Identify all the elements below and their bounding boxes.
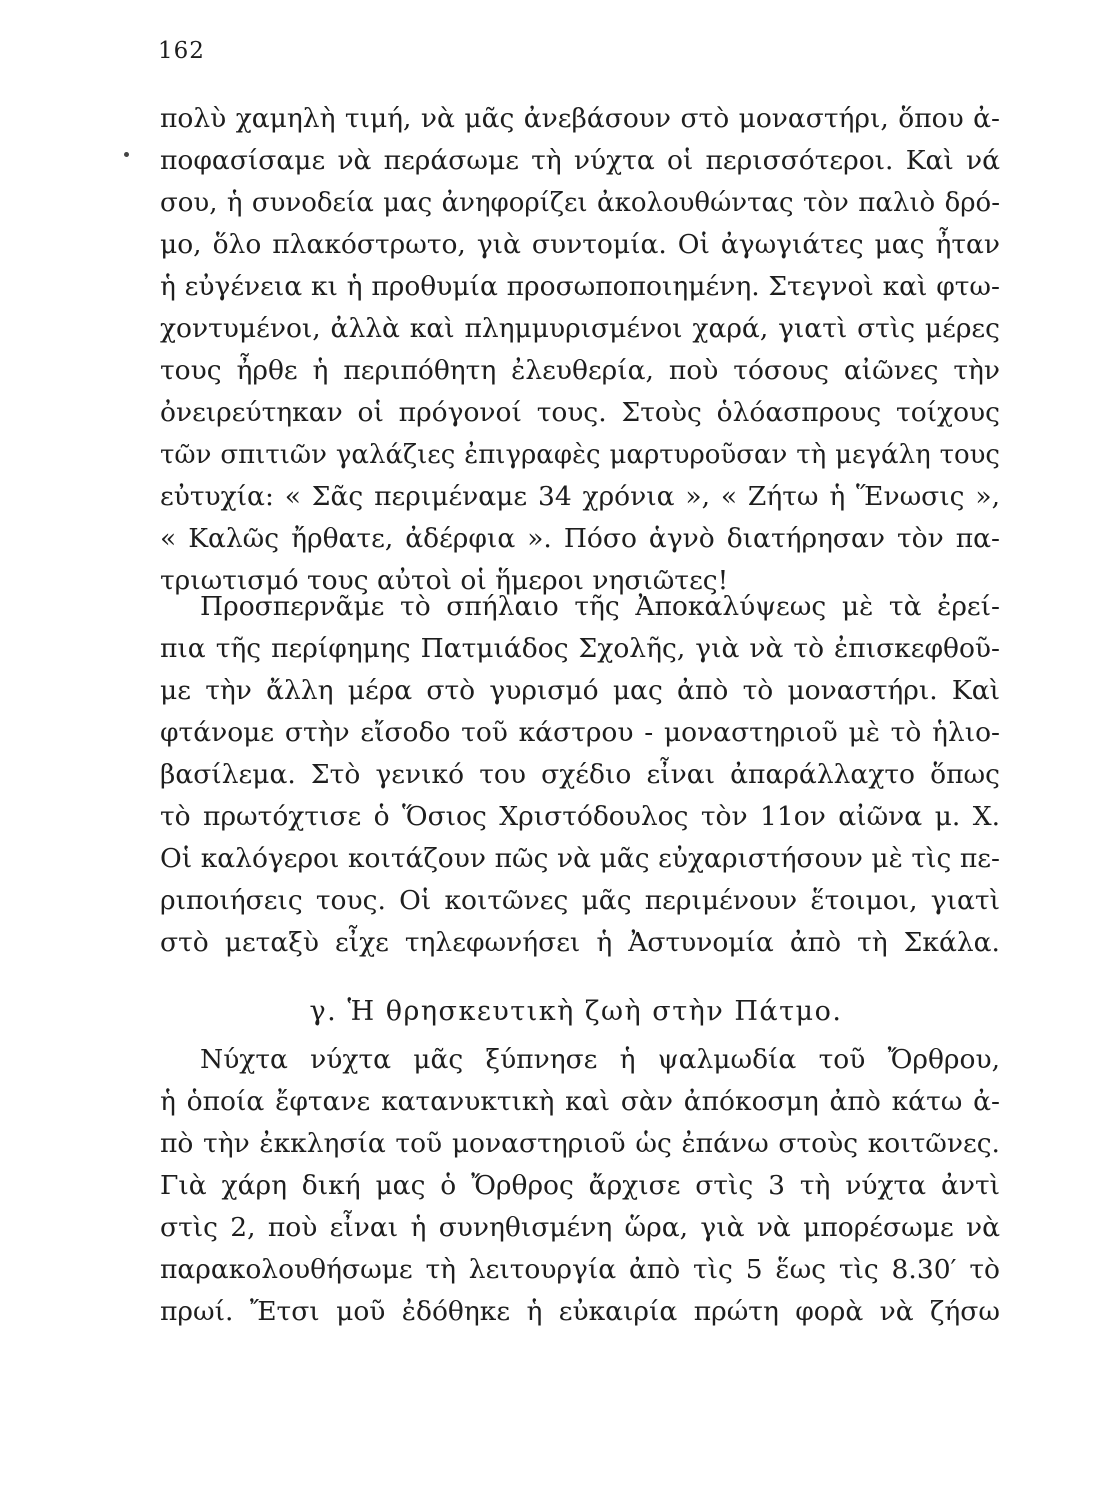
paragraph-2: [160, 586, 1000, 964]
text-line: βασίλεμα. Στὸ γενικό του σχέδιο εἶναι ἀπαράλλαχτο ὅπως: [160, 759, 1000, 790]
text-line: Προσπερνᾶμε τὸ σπήλαιο τῆς Ἀποκαλύψεως μὲ τὰ ἐρεί-: [200, 591, 1000, 622]
text-line: τὸ πρωτόχτισε ὁ Ὅσιος Χριστόδουλος τὸν 11ον αἰῶνα μ. Χ.: [160, 801, 1000, 832]
text-line: Οἱ καλόγεροι κοιτάζουν πῶς νὰ μᾶς εὐχαριστήσουν μὲ τὶς πε-: [160, 843, 1000, 874]
text-line: τριωτισμό τους αὐτοὶ οἱ ἥμεροι νησιῶτες!: [160, 565, 729, 596]
text-line: χοντυμένοι, ἀλλὰ καὶ πλημμυρισμένοι χαρά, γιατὶ στὶς μέρες: [160, 313, 1000, 344]
text-line: εὐτυχία: « Σᾶς περιμέναμε 34 χρόνια », « Ζήτω ἡ Ἕνωσις »,: [160, 481, 1000, 512]
text-line: ὀνειρεύτηκαν οἱ πρόγονοί τους. Στοὺς ὁλόασπρους τοίχους: [160, 397, 1000, 428]
text-line: σου, ἡ συνοδεία μας ἀνηφορίζει ἀκολουθώντας τὸν παλιὸ δρό-: [160, 188, 1000, 218]
text-line: ποφασίσαμε νὰ περάσωμε τὴ νύχτα οἱ περισσότεροι. Καὶ νά: [160, 145, 1000, 176]
paragraph-1: [160, 98, 1000, 602]
text-line: παρακολουθήσωμε τὴ λειτουργία ἀπὸ τὶς 5 ἕως τὶς 8.30′ τὸ: [160, 1254, 1000, 1285]
text-line: στὸ μεταξὺ εἶχε τηλεφωνήσει ἡ Ἀστυνομία ἀπὸ τὴ Σκάλα.: [160, 927, 1000, 958]
text-line: με τὴν ἄλλη μέρα στὸ γυρισμό μας ἀπὸ τὸ μοναστήρι. Καὶ: [160, 675, 1000, 706]
section-heading: γ. Ἡ θρησκευτικὴ ζωὴ στὴν Πάτμο.: [309, 996, 843, 1027]
paragraph-3: [160, 1039, 1000, 1333]
text-line: φτάνομε στὴν εἴσοδο τοῦ κάστρου - μοναστηριοῦ μὲ τὸ ἡλιο-: [160, 717, 1000, 748]
text-line: ριποιήσεις τους. Οἱ κοιτῶνες μᾶς περιμένουν ἕτοιμοι, γιατὶ: [160, 885, 1000, 916]
text-line: στὶς 2, ποὺ εἶναι ἡ συνηθισμένη ὥρα, γιὰ νὰ μπορέσωμε νὰ: [160, 1212, 1000, 1243]
text-line: ἡ εὐγένεια κι ἡ προθυμία προσωποποιημένη. Στεγνοὶ καὶ φτω-: [160, 271, 1000, 302]
margin-dot: [124, 152, 129, 157]
text-line: τῶν σπιτιῶν γαλάζιες ἐπιγραφὲς μαρτυροῦσαν τὴ μεγάλη τους: [160, 440, 1000, 470]
text-line: Γιὰ χάρη δική μας ὁ Ὄρθρος ἄρχισε στὶς 3 τὴ νύχτα ἀντὶ: [160, 1170, 1000, 1201]
text-line: « Καλῶς ἤρθατε, ἀδέρφια ». Πόσο ἁγνὸ διατήρησαν τὸν πα-: [160, 523, 1000, 554]
text-line: μο, ὅλο πλακόστρωτο, γιὰ συντομία. Οἱ ἀγωγιάτες μας ἦταν: [160, 229, 1000, 260]
text-line: Νύχτα νύχτα μᾶς ξύπνησε ἡ ψαλμωδία τοῦ Ὄρθρου,: [200, 1044, 1000, 1075]
text-line: ἡ ὁποία ἔφτανε κατανυκτικὴ καὶ σὰν ἀπόκοσμη ἀπὸ κάτω ἀ-: [160, 1086, 1000, 1117]
page-number: 162: [158, 38, 205, 64]
text-line: πρωί. Ἔτσι μοῦ ἐδόθηκε ἡ εὐκαιρία πρώτη φορὰ νὰ ζήσω: [160, 1296, 1000, 1327]
text-line: πολὺ χαμηλὴ τιμή, νὰ μᾶς ἀνεβάσουν στὸ μοναστήρι, ὅπου ἀ-: [160, 103, 1000, 134]
text-line: πια τῆς περίφημης Πατμιάδος Σχολῆς, γιὰ νὰ τὸ ἐπισκεφθοῦ-: [160, 633, 1000, 664]
text-line: τους ἦρθε ἡ περιπόθητη ἐλευθερία, ποὺ τόσους αἰῶνες τὴν: [160, 355, 1000, 386]
text-line: πὸ τὴν ἐκκλησία τοῦ μοναστηριοῦ ὡς ἐπάνω στοὺς κοιτῶνες.: [160, 1128, 1000, 1159]
